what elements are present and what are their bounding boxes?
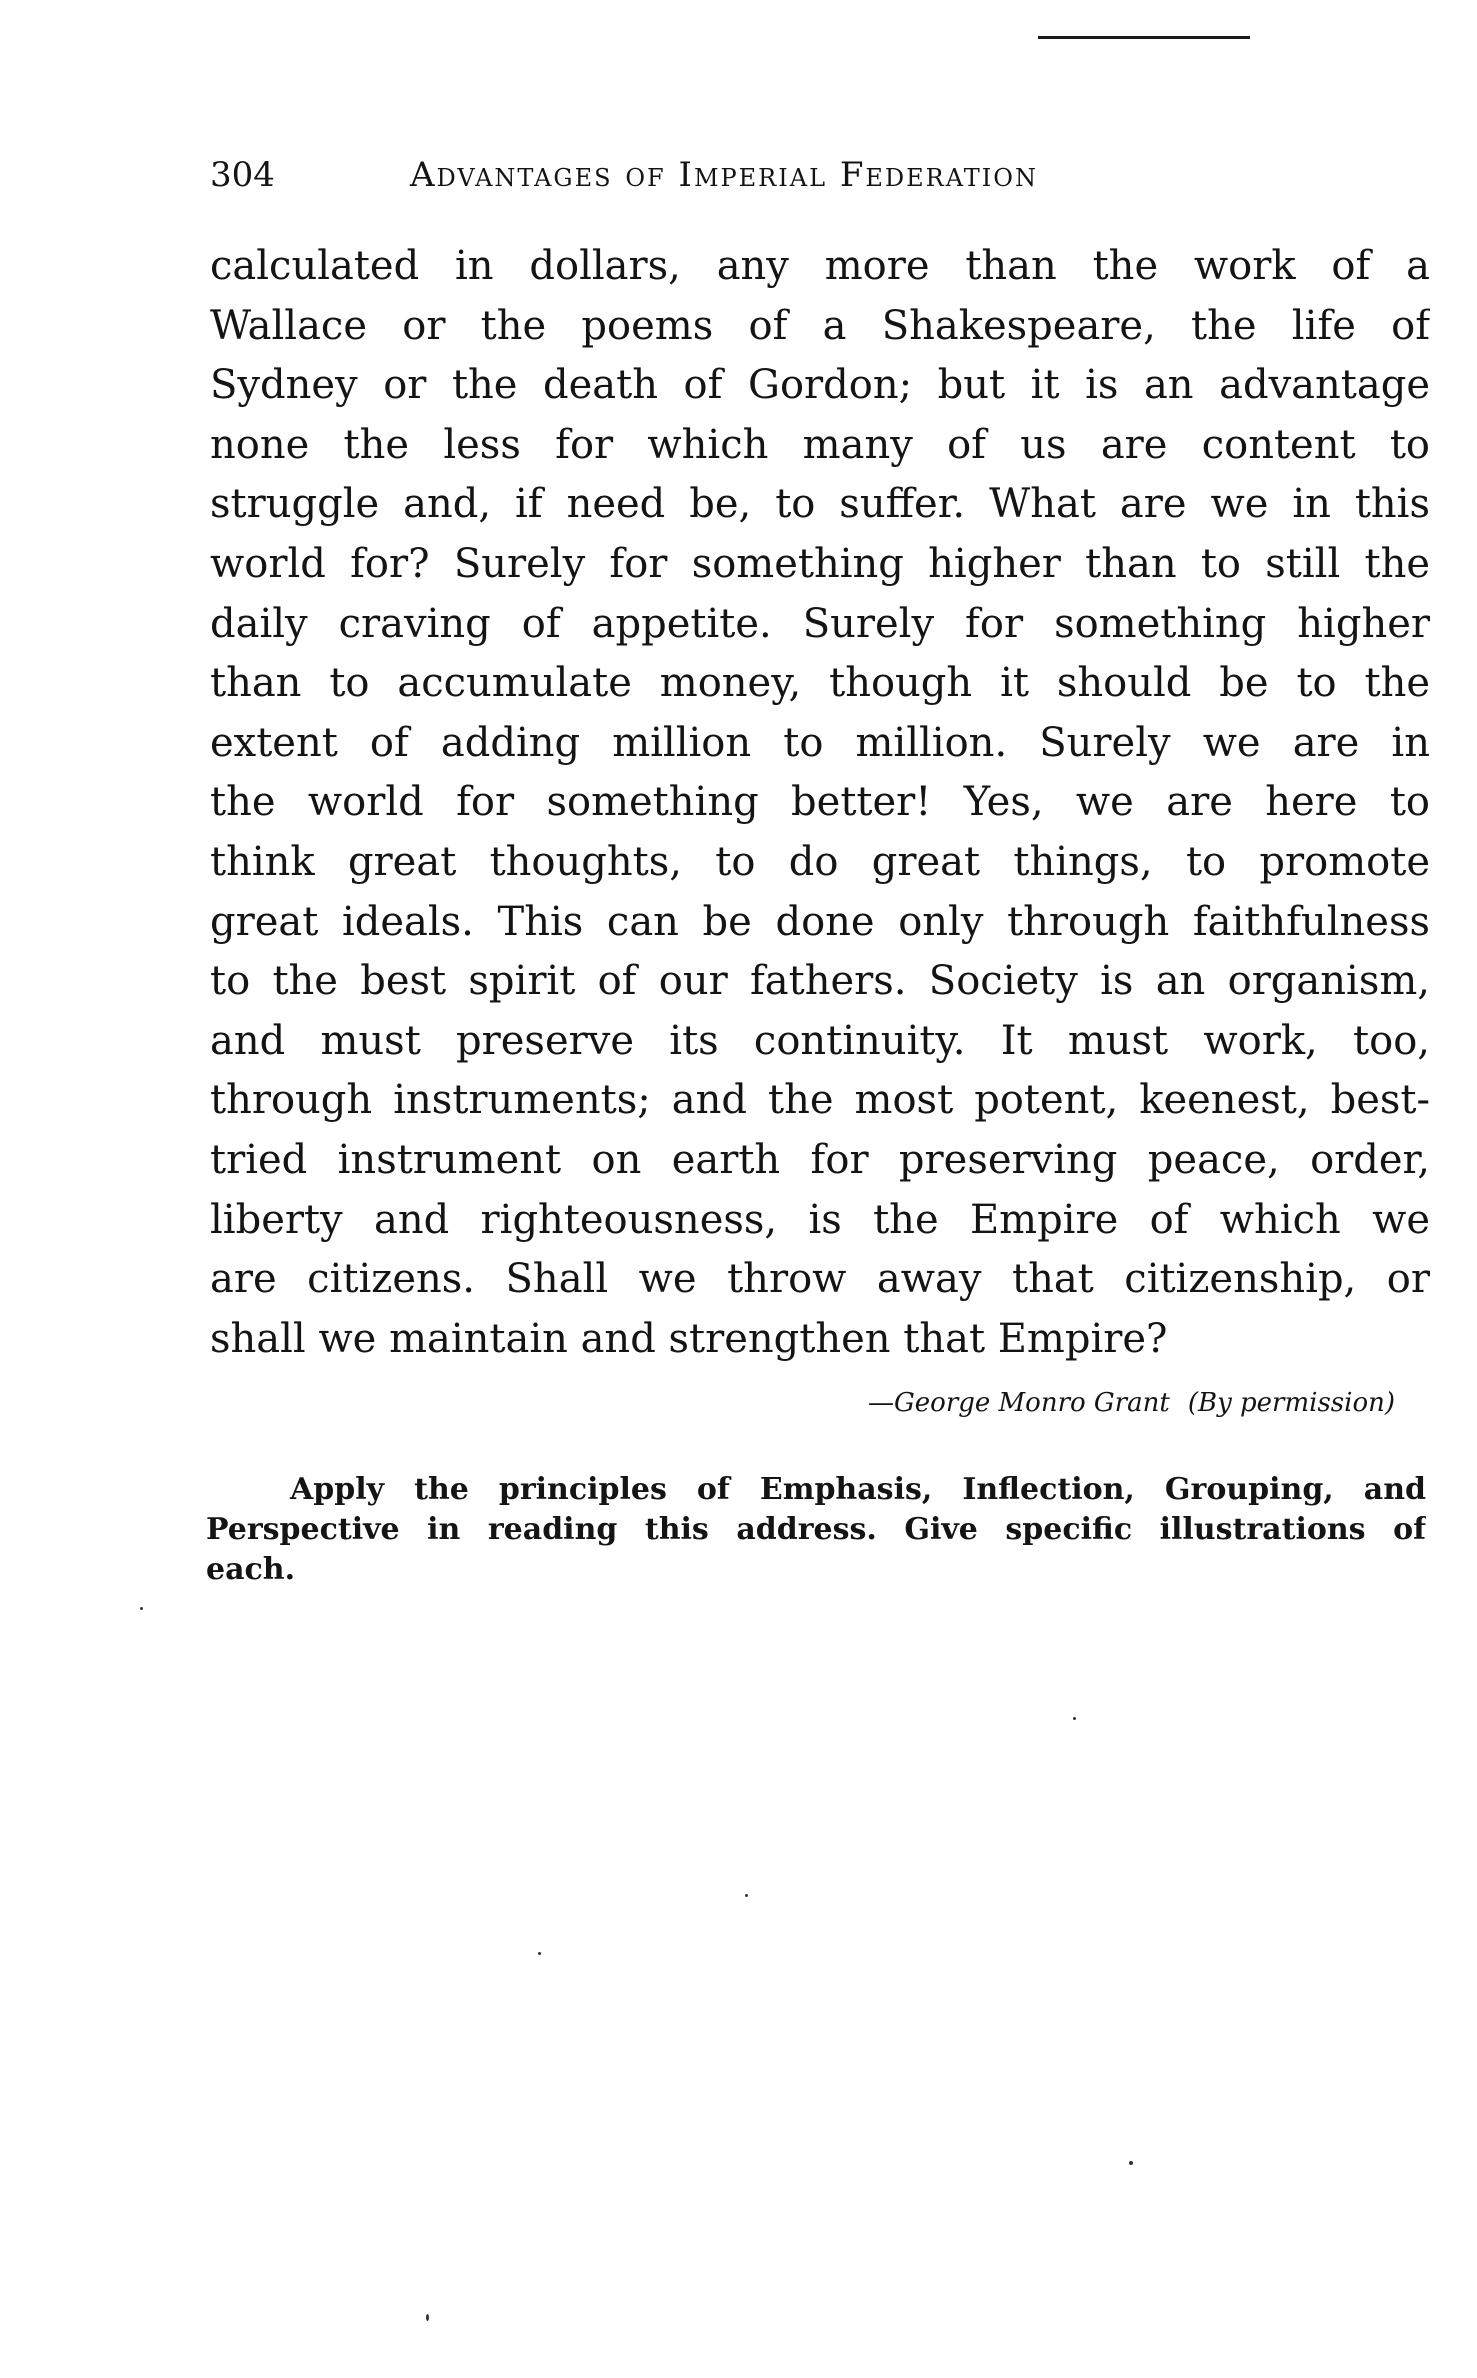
text-line: world for? Surely for something higher than to still the	[210, 540, 1430, 587]
text-line: daily craving of appetite. Surely for something higher	[210, 600, 1430, 647]
text-line: calculated in dollars, any more than the work of a	[210, 243, 1430, 289]
text-line: struggle and, if need be, to suffer. What are we in this	[210, 481, 1430, 528]
text-line: great ideals. This can be done only through faithfulness	[210, 898, 1430, 945]
scan-speck	[538, 1952, 541, 1955]
text-line: Wallace or the poems of a Shakespeare, the life of	[210, 302, 1430, 349]
text-line: think great thoughts, to do great things, to promote	[210, 838, 1430, 885]
text-line: through instruments; and the most potent, keenest, best-	[210, 1077, 1430, 1124]
note-line: Perspective in reading this address. Give specific illustrations of	[206, 1512, 1426, 1547]
text-line: tried instrument on earth for preserving peace, order,	[210, 1136, 1430, 1183]
scan-speck	[1073, 1717, 1076, 1720]
text-line: shall we maintain and strengthen that Empire?	[210, 1315, 1168, 1362]
scan-speck	[745, 1894, 748, 1897]
page-header	[210, 150, 1260, 200]
running-head: Advantages of Imperial Federation	[410, 155, 1038, 195]
text-line: none the less for which many of us are content to	[210, 421, 1430, 468]
text-line: and must preserve its continuity. It must work, too,	[210, 1017, 1430, 1064]
text-line: the world for something better! Yes, we are here to	[210, 779, 1430, 826]
text-line: extent of adding million to million. Surely we are in	[210, 719, 1430, 766]
text-line: than to accumulate money, though it should be to the	[210, 660, 1430, 707]
attribution	[600, 1383, 1395, 1423]
text-line: are citizens. Shall we throw away that citizenship, or	[210, 1256, 1430, 1303]
top-rule	[1038, 36, 1250, 39]
permission-note: (By permission)	[1187, 1388, 1395, 1418]
author-name: —George Monro Grant	[868, 1388, 1170, 1418]
exercise-note	[206, 1470, 1426, 1590]
scan-speck	[1129, 2161, 1133, 2165]
text-line: to the best spirit of our fathers. Society is an organism,	[210, 958, 1430, 1005]
text-line: Sydney or the death of Gordon; but it is an advantage	[210, 362, 1430, 409]
note-line: Apply the principles of Emphasis, Inflection, Grouping, and	[290, 1472, 1426, 1507]
body-text	[210, 237, 1430, 1369]
note-line: each.	[206, 1552, 296, 1587]
scan-speck	[140, 1607, 143, 1610]
page-number: 304	[210, 155, 275, 195]
text-line: liberty and righteousness, is the Empire of which we	[210, 1196, 1430, 1243]
scan-speck	[426, 2314, 429, 2321]
